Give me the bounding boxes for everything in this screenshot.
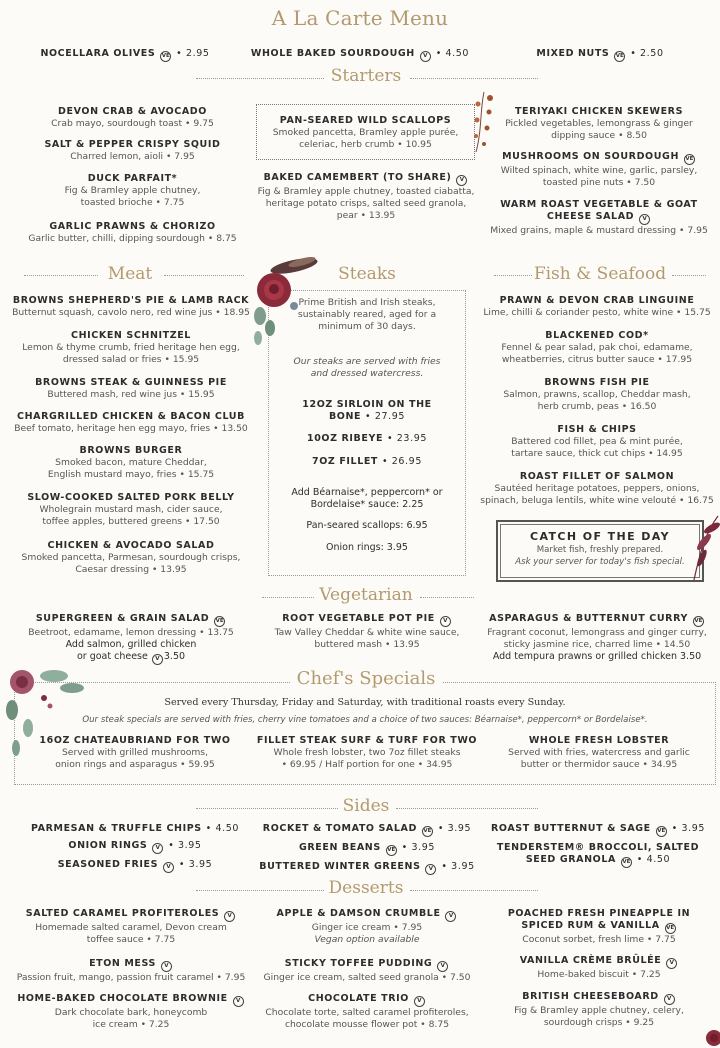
menu-item: ASPARAGUS & BUTTERNUT CURRY VE Fragrant coconut, lemongrass and ginger curry, sticky jasmine rice, charred lime • 14.50 Add tempura prawns or grilled chicken 3.50 bbox=[487, 613, 707, 662]
menu-item: 16OZ CHATEAUBRIAND FOR TWO Served with grilled mushrooms, onion rings and asparagus • 59.95 bbox=[39, 735, 231, 770]
section-heading-steaks: Steaks bbox=[338, 264, 396, 284]
menu-item: 12OZ SIRLOIN ON THE BONE • 27.95 bbox=[302, 399, 432, 422]
vegan-badge-icon: VE bbox=[621, 857, 632, 868]
divider bbox=[672, 275, 706, 276]
divider bbox=[262, 597, 314, 598]
vegan-badge-icon: VE bbox=[160, 51, 171, 62]
vegan-badge-icon: VE bbox=[684, 154, 695, 165]
divider bbox=[164, 275, 244, 276]
divider bbox=[196, 890, 324, 891]
vegetarian-badge-icon: V bbox=[224, 911, 235, 922]
steaks-scallops: Pan-seared scallops: 6.95 bbox=[306, 520, 428, 531]
vegan-badge-icon: VE bbox=[656, 826, 667, 837]
menu-item: HOME-BAKED CHOCOLATE BROWNIE V Dark chocolate bark, honeycomb ice cream • 7.25 bbox=[6, 993, 256, 1031]
sides-column: ROCKET & TOMATO SALAD VE • 3.95 GREEN BEANS VE • 3.95 BUTTERED WINTER GREENS V • 3.95 bbox=[254, 823, 480, 875]
menu-item: DEVON CRAB & AVOCADO Crab mayo, sourdough toast • 9.75 bbox=[51, 106, 214, 129]
menu-item: 10OZ RIBEYE • 23.95 bbox=[307, 433, 427, 444]
menu-item: PAN-SEARED WILD SCALLOPS Smoked pancetta, Bramley apple purée, celeriac, herb crumb • 10.95 bbox=[272, 115, 459, 150]
berry-sprig-icon bbox=[470, 90, 498, 154]
vegetarian-badge-icon: V bbox=[420, 51, 431, 62]
menu-item: APPLE & DAMSON CRUMBLE V Ginger ice cream • 7.95 Vegan option available bbox=[256, 908, 478, 946]
floral-corner-icon bbox=[0, 662, 90, 764]
section-heading-sides: Sides bbox=[342, 796, 390, 816]
sides-column: ROAST BUTTERNUT & SAGE VE • 3.95 TENDERSTEM® BROCCOLI, SALTED SEED GRANOLA VE • 4.50 bbox=[484, 823, 712, 868]
menu-item: WARM ROAST VEGETABLE & GOAT CHEESE SALAD V Mixed grains, maple & mustard dressing • 7.95 bbox=[490, 199, 708, 236]
divider bbox=[410, 890, 538, 891]
divider bbox=[196, 78, 324, 79]
vegan-badge-icon: VE bbox=[422, 826, 433, 837]
menu-item: BLACKENED COD* Fennel & pear salad, pak choi, edamame, wheatberries, citrus butter sauce • 17.95 bbox=[501, 330, 693, 365]
vegetarian-badge-icon: V bbox=[437, 961, 448, 972]
steaks-note: Our steaks are served with fries and dressed watercress. bbox=[293, 356, 441, 379]
menu-item: SALT & PEPPER CRISPY SQUID Charred lemon, aioli • 7.95 bbox=[44, 139, 221, 162]
vegetarian-badge-icon: V bbox=[152, 654, 163, 665]
divider bbox=[396, 808, 538, 809]
menu-item: PRAWN & DEVON CRAB LINGUINE Lime, chilli & coriander pesto, white wine • 15.75 bbox=[483, 295, 711, 318]
catch-of-the-day: CATCH OF THE DAY Market fish, freshly prepared. Ask your server for today's fish special. bbox=[515, 530, 685, 567]
vegetarian-badge-icon: V bbox=[639, 214, 650, 225]
steaks-onion: Onion rings: 3.95 bbox=[326, 542, 408, 553]
menu-item: CHOCOLATE TRIO V Chocolate torte, salted caramel profiteroles, chocolate mousse flower pot • 8.75 bbox=[265, 993, 469, 1030]
menu-item: ETON MESS V Passion fruit, mango, passion fruit caramel • 7.95 bbox=[16, 958, 246, 983]
menu-item: BAKED CAMEMBERT (TO SHARE) V Fig & Bramley apple chutney, toasted ciabatta, heritage potato crisps, salted seed granola, pear • 13.95 bbox=[257, 172, 475, 221]
menu-item: TERIYAKI CHICKEN SKEWERS Pickled vegetables, lemongrass & ginger dipping sauce • 8.50 bbox=[505, 106, 693, 141]
section-heading-fish: Fish & Seafood bbox=[533, 264, 667, 284]
menu-item: BRITISH CHEESEBOARD V Fig & Bramley apple chutney, celery, sourdough crisps • 9.25 bbox=[514, 991, 684, 1028]
section-heading-desserts: Desserts bbox=[328, 878, 404, 898]
sides-column: PARMESAN & TRUFFLE CHIPS • 4.50 ONION RINGS V • 3.95 SEASONED FRIES V • 3.95 bbox=[20, 823, 250, 873]
divider bbox=[24, 275, 98, 276]
vegan-badge-icon: VE bbox=[693, 616, 704, 627]
menu-item: SLOW-COOKED SALTED PORK BELLY Wholegrain mustard mash, cider sauce, toffee apples, buttered greens • 17.50 bbox=[27, 492, 235, 527]
menu-item: GARLIC PRAWNS & CHORIZO Garlic butter, chilli, dipping sourdough • 8.75 bbox=[28, 221, 237, 244]
vegetarian-badge-icon: V bbox=[233, 996, 244, 1007]
menu-item: CHARGRILLED CHICKEN & BACON CLUB Beef tomato, heritage hen egg mayo, fries • 13.50 bbox=[14, 411, 248, 434]
vegetarian-badge-icon: V bbox=[456, 175, 467, 186]
steaks-intro: Prime British and Irish steaks, sustainably reared, aged for a minimum of 30 days. bbox=[297, 297, 437, 332]
chefs-served: Served every Thursday, Friday and Saturday, with traditional roasts every Sunday. bbox=[164, 697, 566, 708]
menu-item: BROWNS FISH PIE Salmon, prawns, scallop, Cheddar mash, herb crumb, peas • 16.50 bbox=[503, 377, 691, 412]
menu-item: BROWNS STEAK & GUINNESS PIE Buttered mash, red wine jus • 15.95 bbox=[35, 377, 227, 400]
menu-item: CHICKEN & AVOCADO SALAD Smoked pancetta, Parmesan, sourdough crisps, Caesar dressing • 13.95 bbox=[21, 540, 241, 575]
divider bbox=[420, 597, 474, 598]
divider bbox=[494, 275, 532, 276]
leaf-sprig-icon bbox=[678, 512, 720, 582]
vegan-badge-icon: VE bbox=[665, 923, 676, 934]
vegetarian-badge-icon: V bbox=[664, 994, 675, 1005]
chefs-note: Our steak specials are served with fries, cherry vine tomatoes and a choice of two sauces: Béarnaise*, peppercorn* or Bordelaise*. bbox=[82, 715, 648, 725]
vegetarian-badge-icon: V bbox=[666, 958, 677, 969]
menu-title: A La Carte Menu bbox=[271, 6, 449, 30]
menu-item: BROWNS BURGER Smoked bacon, mature Cheddar, English mustard mayo, fries • 15.75 bbox=[47, 445, 215, 480]
vegetarian-badge-icon: V bbox=[163, 862, 174, 873]
vegetarian-badge-icon: V bbox=[161, 961, 172, 972]
nibble-item: NOCELLARA OLIVES VE • 2.95 bbox=[20, 41, 230, 62]
section-heading-meat: Meat bbox=[107, 264, 153, 284]
steaks-sauce: Add Béarnaise*, peppercorn* or Bordelaise* sauce: 2.25 bbox=[291, 487, 443, 510]
menu-item: 7OZ FILLET • 26.95 bbox=[312, 456, 422, 467]
menu-item: WHOLE FRESH LOBSTER Served with fries, watercress and garlic butter or thermidor sauce • 34.95 bbox=[508, 735, 690, 770]
vegan-badge-icon: VE bbox=[386, 845, 397, 856]
vegetarian-badge-icon: V bbox=[445, 911, 456, 922]
menu-item: MUSHROOMS ON SOURDOUGH VE Wilted spinach, white wine, garlic, parsley, toasted pine nuts • 7.50 bbox=[500, 151, 698, 188]
menu-item: ROOT VEGETABLE POT PIE V Taw Valley Cheddar & white wine sauce, buttered mash • 13.95 bbox=[274, 613, 460, 650]
menu-item: STICKY TOFFEE PUDDING V Ginger ice cream, salted seed granola • 7.50 bbox=[263, 958, 471, 983]
menu-item: BROWNS SHEPHERD'S PIE & LAMB RACK Butternut squash, cavolo nero, red wine jus • 18.95 bbox=[12, 295, 250, 318]
vegetarian-badge-icon: V bbox=[440, 616, 451, 627]
menu-item: ROAST FILLET OF SALMON Sautéed heritage potatoes, peppers, onions, spinach, beluga lentils, white wine velouté • 16.75 bbox=[480, 471, 714, 506]
flower-corner-icon bbox=[698, 1020, 720, 1048]
divider bbox=[410, 78, 538, 79]
divider bbox=[196, 808, 338, 809]
vegan-badge-icon: VE bbox=[614, 51, 625, 62]
menu-item: SALTED CARAMEL PROFITEROLES V Homemade salted caramel, Devon cream toffee sauce • 7.75 bbox=[6, 908, 256, 946]
menu-item: CHICKEN SCHNITZEL Lemon & thyme crumb, fried heritage hen egg, dressed salad or fries • 15.95 bbox=[22, 330, 240, 365]
vegetarian-badge-icon: V bbox=[152, 843, 163, 854]
menu-item: POACHED FRESH PINEAPPLE IN SPICED RUM & VANILLA VE Coconut sorbet, fresh lime • 7.75 bbox=[507, 908, 691, 945]
menu-item: FISH & CHIPS Battered cod fillet, pea & mint purée, tartare sauce, thick cut chips • 14.95 bbox=[511, 424, 683, 459]
menu-item: DUCK PARFAIT* Fig & Bramley apple chutney, toasted brioche • 7.75 bbox=[64, 173, 201, 208]
menu-item: VANILLA CRÈME BRÛLÉE V Home-baked biscuit • 7.25 bbox=[486, 955, 712, 981]
vegan-badge-icon: VE bbox=[214, 616, 225, 627]
section-heading-vegetarian: Vegetarian bbox=[319, 585, 413, 605]
nibble-item: MIXED NUTS VE • 2.50 bbox=[500, 41, 700, 62]
menu-item: SUPERGREEN & GRAIN SALAD VE Beetroot, edamame, lemon dressing • 13.75 Add salmon, grilled chicken or goat cheese V 3.50 bbox=[6, 613, 256, 665]
section-heading-starters: Starters bbox=[330, 66, 402, 86]
section-heading-chefs-specials: Chef's Specials bbox=[290, 668, 442, 689]
rose-bouquet-icon bbox=[246, 252, 322, 350]
vegetarian-badge-icon: V bbox=[414, 996, 425, 1007]
vegetarian-badge-icon: V bbox=[425, 864, 436, 875]
nibble-item: WHOLE BAKED SOURDOUGH V • 4.50 bbox=[240, 41, 480, 62]
menu-item: FILLET STEAK SURF & TURF FOR TWO Whole fresh lobster, two 7oz fillet steaks • 69.95 / Half portion for one • 34.95 bbox=[256, 735, 478, 770]
